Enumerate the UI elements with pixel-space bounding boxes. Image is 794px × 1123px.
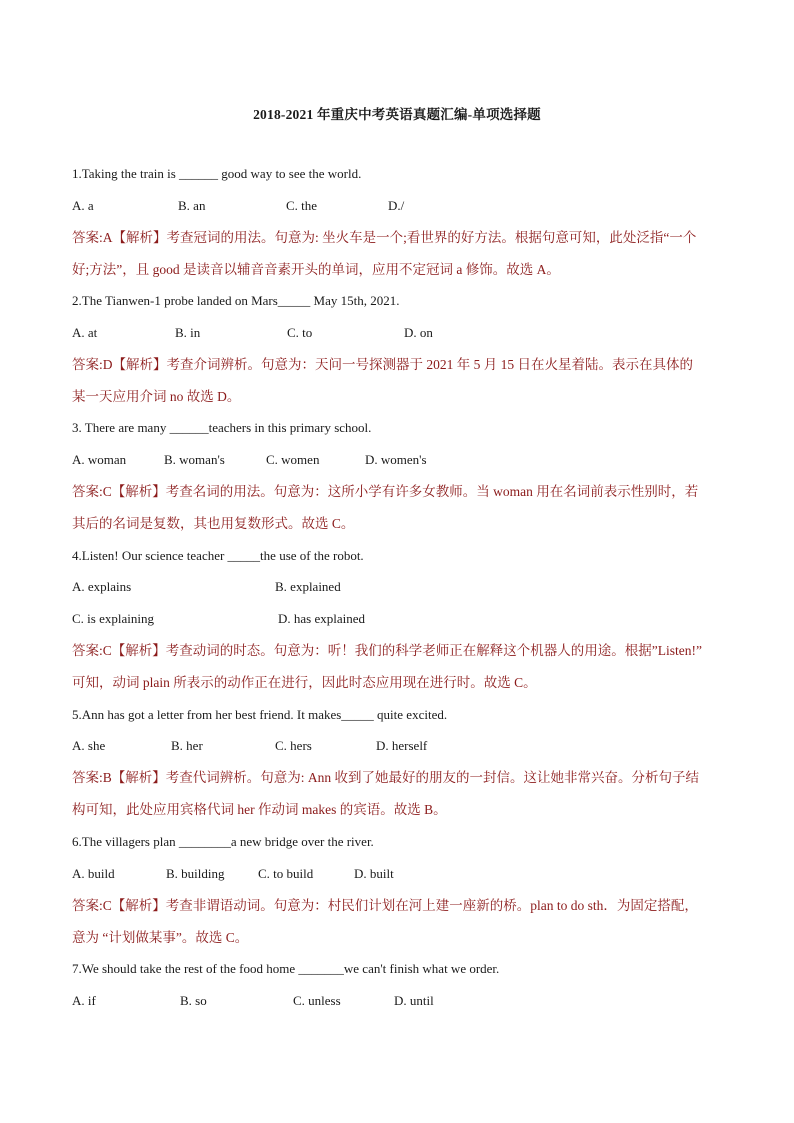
answer-line: 答案:D【解析】考查介词辨析。句意为：天问一号探测器于 2021 年 5 月 15 日在火星着陆。表示在具体的 xyxy=(72,357,693,372)
option-b: B. building xyxy=(166,866,225,881)
option-c: C. to xyxy=(287,325,313,340)
option-a: A. a xyxy=(72,198,94,213)
options-row xyxy=(72,864,732,884)
question-stem: 3. There are many ______teachers in this primary school. xyxy=(72,420,372,435)
question-stem: 4.Listen! Our science teacher _____the use of the robot. xyxy=(72,548,364,563)
page-title: 2018-2021 年重庆中考英语真题汇编-单项选择题 xyxy=(253,107,541,122)
question-stem: 6.The villagers plan ________a new bridge over the river. xyxy=(72,834,374,849)
question-stem: 7.We should take the rest of the food home _______we can't finish what we order. xyxy=(72,961,500,976)
option-a: A. build xyxy=(72,866,115,881)
answer-explanation xyxy=(72,890,732,953)
answer-line: 答案:B【解析】考查代词辨析。句意为: Ann 收到了她最好的朋友的一封信。这让她非常兴奋。分析句子结 xyxy=(72,770,700,785)
option-d: D. women's xyxy=(365,452,427,467)
options-row xyxy=(72,323,732,343)
option-d: D. herself xyxy=(376,738,428,753)
option-b: B. explained xyxy=(275,579,341,594)
answer-line: 答案:C【解析】考查非谓语动词。句意为：村民们计划在河上建一座新的桥。plan to do sth．为固定搭配， xyxy=(72,898,698,913)
answer-line: 答案:C【解析】考查动词的时态。句意为：听！我们的科学老师正在解释这个机器人的用途。根据”Listen!” xyxy=(72,643,702,658)
options-row xyxy=(72,196,732,216)
answer-line: 答案:C【解析】考查名词的用法。句意为：这所小学有许多女教师。当 woman 用在名词前表示性别时，若 xyxy=(72,484,699,499)
option-c: C. to build xyxy=(258,866,314,881)
question-stem: 5.Ann has got a letter from her best friend. It makes_____ quite excited. xyxy=(72,707,448,722)
answer-explanation xyxy=(72,635,732,698)
question-stem: 1.Taking the train is ______ good way to see the world. xyxy=(72,166,362,181)
option-c: C. hers xyxy=(275,738,312,753)
answer-line: 答案:A【解析】考查冠词的用法。句意为: 坐火车是一个;看世界的好方法。根据句意可知，此处泛指“一个 xyxy=(72,230,697,245)
option-c: C. is explaining xyxy=(72,611,154,626)
options-row xyxy=(72,991,732,1011)
option-b: B. woman's xyxy=(164,452,225,467)
option-a: A. if xyxy=(72,993,96,1008)
options-row xyxy=(72,609,732,629)
answer-line: 好;方法”，且 good 是读音以辅音音素开头的单词，应用不定冠词 a 修饰。故选 A。 xyxy=(72,261,560,277)
answer-line: 构可知，此处应用宾格代词 her 作动词 makes 的宾语。故选 B。 xyxy=(72,801,447,817)
option-c: C. women xyxy=(266,452,320,467)
options-row xyxy=(72,450,732,470)
option-b: B. so xyxy=(180,993,207,1008)
option-d: D. until xyxy=(394,993,434,1008)
question-stem: 2.The Tianwen-1 probe landed on Mars_____ May 15th, 2021. xyxy=(72,293,400,308)
option-b: B. her xyxy=(171,738,203,753)
answer-line: 某一天应用介词 no 故选 D。 xyxy=(72,388,241,404)
answer-line: 其后的名词是复数，其也用复数形式。故选 C。 xyxy=(72,515,355,531)
answer-explanation xyxy=(72,349,732,412)
option-c: C. the xyxy=(286,198,318,213)
option-d: D. on xyxy=(404,325,433,340)
options-row xyxy=(72,577,732,597)
options-row xyxy=(72,736,732,756)
option-c: C. unless xyxy=(293,993,341,1008)
option-d: D. has explained xyxy=(278,611,366,626)
answer-line: 可知，动词 plain 所表示的动作正在进行，因此时态应用现在进行时。故选 C。 xyxy=(72,674,537,690)
question-2 xyxy=(72,291,732,412)
question-3 xyxy=(72,418,732,539)
answer-explanation xyxy=(72,476,732,539)
option-a: A. at xyxy=(72,325,98,340)
option-a: A. she xyxy=(72,738,106,753)
answer-line: 意为 “计划做某事”。故选 C。 xyxy=(72,929,249,945)
option-b: B. in xyxy=(175,325,201,340)
option-d: D./ xyxy=(388,198,405,213)
option-a: A. woman xyxy=(72,452,127,467)
option-b: B. an xyxy=(178,198,206,213)
question-1 xyxy=(72,164,732,285)
answer-explanation xyxy=(72,762,732,825)
question-5 xyxy=(72,705,732,825)
question-6 xyxy=(72,832,732,953)
question-7 xyxy=(72,959,732,1011)
option-d: D. built xyxy=(354,866,394,881)
answer-explanation xyxy=(72,222,732,285)
option-a: A. explains xyxy=(72,579,132,594)
question-4 xyxy=(72,546,732,698)
